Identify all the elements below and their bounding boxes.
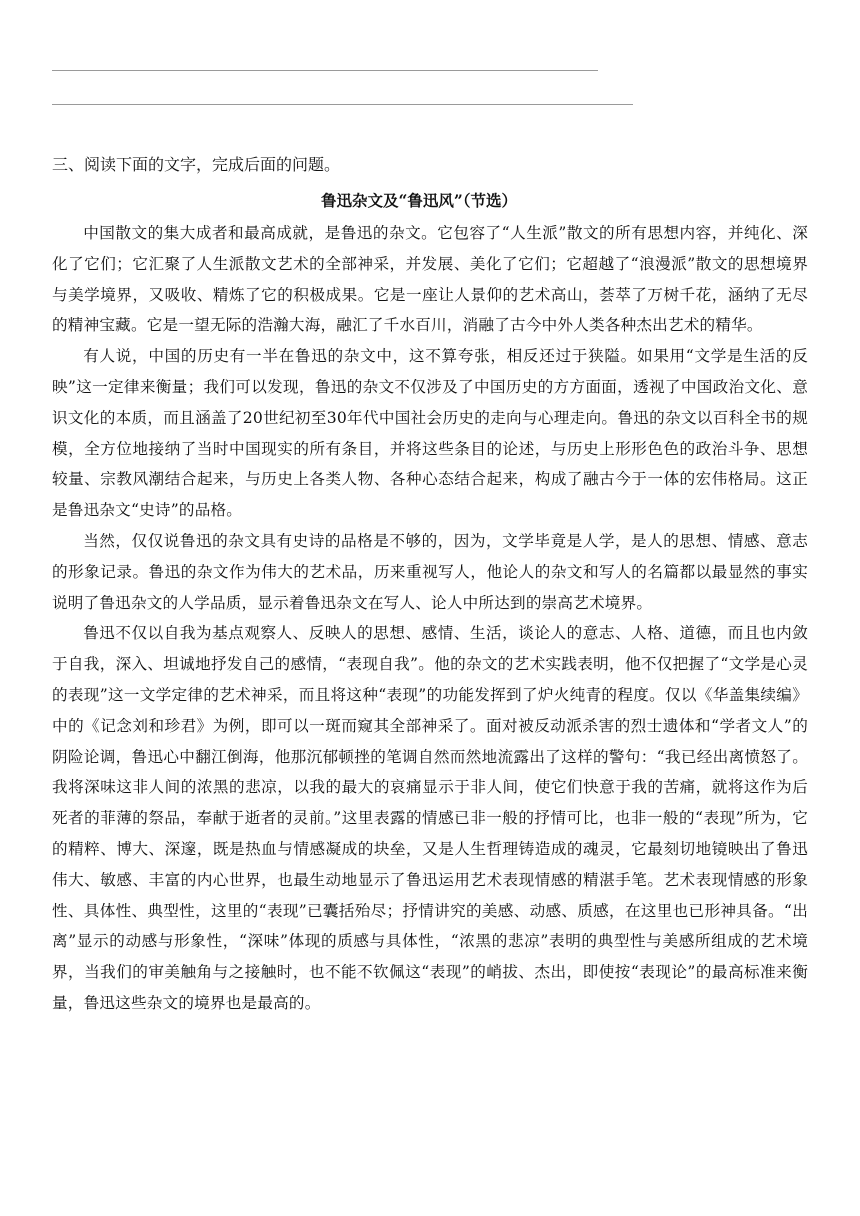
answer-line-2 — [52, 104, 633, 105]
paragraph-2: 有人说，中国的历史有一半在鲁迅的杂文中，这不算夸张，相反还过于狭隘。如果用“文学是生活的反映”这一定律来衡量；我们可以发现，鲁迅的杂文不仅涉及了中国历史的方方面面，透视了中国政治文化、意识文化的本质，而且涵盖了20世纪初至30年代中国社会历史的走向与心理走向。鲁迅的杂文以百科全书的规模，全方位地接纳了当时中国现实的所有条目，并将这些条目的论述，与历史上形形色色的政治斗争、思想较量、宗教风潮结合起来，与历史上各类人物、各种心态结合起来，构成了融古今于一体的宏伟格局。这正是鲁迅杂文“史诗”的品格。 — [52, 347, 808, 520]
paragraph-4: 鲁迅不仅以自我为基点观察人、反映人的思想、感情、生活，谈论人的意志、人格、道德，而且也内敛于自我，深入、坦诚地抒发自己的感情，“表现自我”。他的杂文的艺术实践表明，他不仅把握了“文学是心灵的表现”这一文学定律的艺术神采，而且将这种“表现”的功能发挥到了炉火纯青的程度。仅以《华盖集续编》中的《记念刘和珍君》为例，即可以一斑而窥其全部神采了。面对被反动派杀害的烈士遗体和“学者文人”的阴险论调，鲁迅心中翻江倒海，他那沉郁顿挫的笔调自然而然地流露出了这样的警句：“我已经出离愤怒了。我将深味这非人间的浓黑的悲凉，以我的最大的哀痛显示于非人间，使它们快意于我的苦痛，就将这作为后死者的菲薄的祭品，奉献于逝者的灵前。”这里表露的情感已非一般的抒情可比，也非一般的“表现”所为，它的精粹、博大、深邃，既是热血与情感凝成的块垒，又是人生哲理铸造成的魂灵，它最刻切地镜映出了鲁迅伟大、敏感、丰富的内心世界，也最生动地显示了鲁迅运用艺术表现情感的精湛手笔。艺术表现情感的形象性、具体性、典型性，这里的“表现”已囊括殆尽；抒情讲究的美感、动感、质感，在这里也已形神具备。“出离”显示的动感与形象性，“深味”体现的质感与具体性，“浓黑的悲凉”表明的典型性与美感所组成的艺术境界，当我们的审美触角与之接触时，也不能不钦佩这“表现”的峭拔、杰出，即使按“表现论”的最高标准来衡量，鲁迅这些杂文的境界也是最高的。 — [52, 624, 808, 1012]
reading-section — [52, 150, 808, 1019]
answer-line-1 — [52, 70, 598, 71]
article-title: 鲁迅杂文及“鲁迅风”（节选） — [320, 191, 518, 210]
article-body — [52, 218, 808, 1019]
paragraph-1: 中国散文的集大成者和最高成就，是鲁迅的杂文。它包容了“人生派”散文的所有思想内容，并纯化、深化了它们；它汇聚了人生派散文艺术的全部神采，并发展、美化了它们；它超越了“浪漫派”散文的思想境界与美学境界，又吸收、精炼了它的积极成果。它是一座让人景仰的艺术高山，荟萃了万树千花，涵纳了无尽的精神宝藏。它是一望无际的浩瀚大海，融汇了千水百川，消融了古今中外人类各种杰出艺术的精华。 — [52, 224, 808, 335]
paragraph-3: 当然，仅仅说鲁迅的杂文具有史诗的品格是不够的，因为，文学毕竟是人学，是人的思想、情感、意志的形象记录。鲁迅的杂文作为伟大的艺术品，历来重视写人，他论人的杂文和写人的名篇都以最显然的事实说明了鲁迅杂文的人学品质，显示着鲁迅杂文在写人、论人中所达到的崇高艺术境界。 — [52, 531, 808, 612]
section-heading: 三、阅读下面的文字，完成后面的问题。 — [52, 155, 341, 174]
